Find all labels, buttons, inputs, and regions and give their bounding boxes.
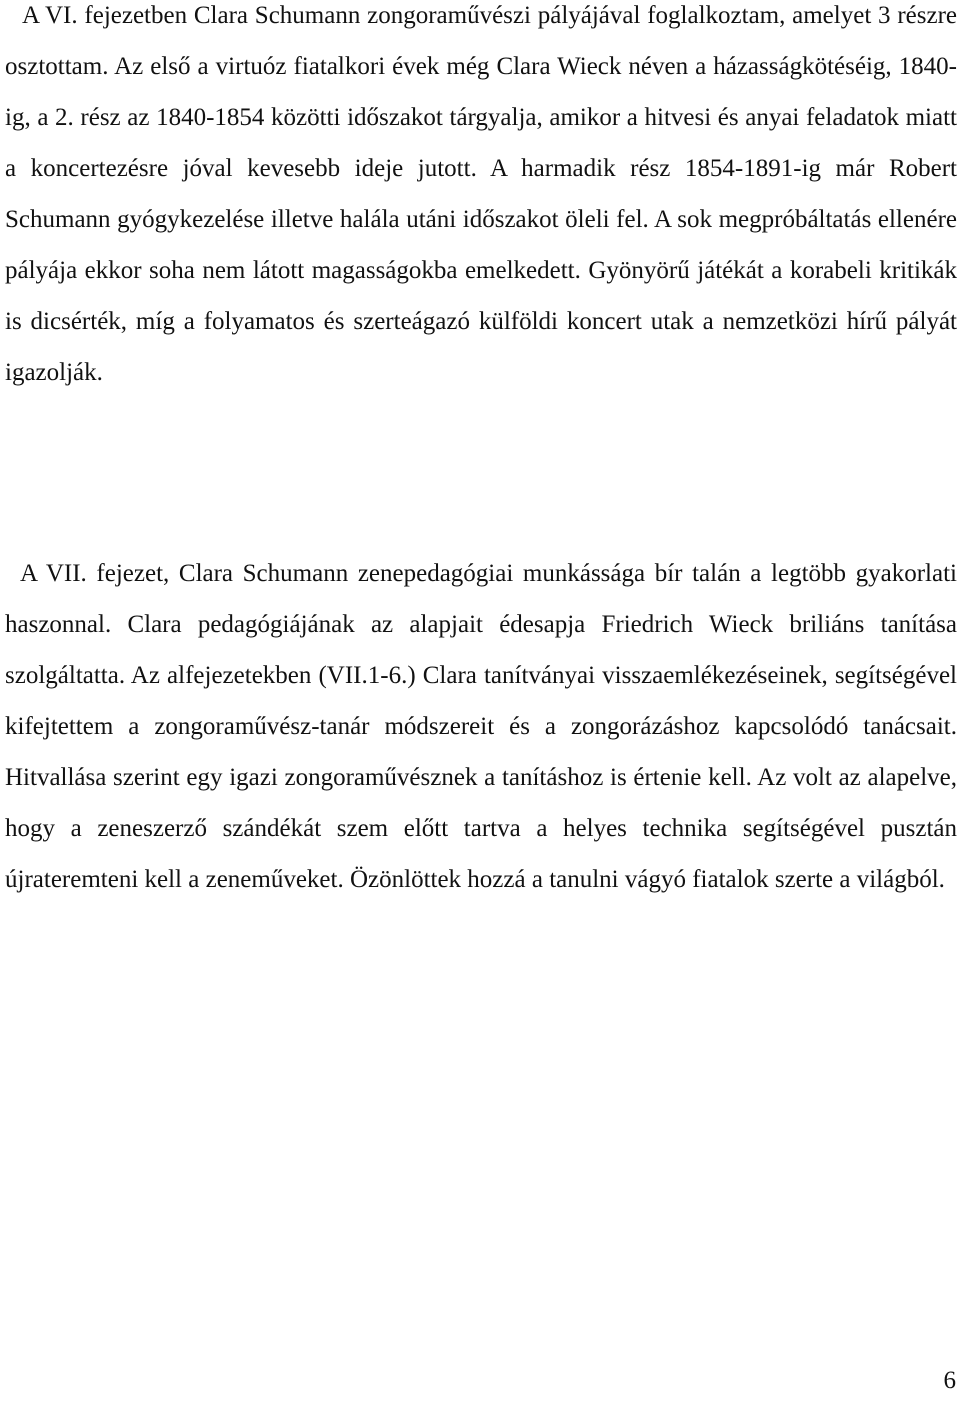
paragraph-chapter-vii-summary: A VII. fejezet, Clara Schumann zenepedagógiai munkássága bír talán a legtöbb gyakorlati haszonnal. Clara pedagógiájának az alapjait édesapja Friedrich Wieck briliáns tanítása szolgáltatta. Az alfejezetekben (VII.1-6.) Clara tanítványai visszaemlékezéseinek, segítségével kifejtettem a zongoraművész-tanár módszereit és a zongorázáshoz kapcsolódó tanácsait. Hitvallása szerint egy igazi zongoraművésznek a tanításhoz is értenie kell. Az volt az alapelve, hogy a zeneszerző szándékát szem előtt tartva a helyes technika segítségével pusztán újrateremteni kell a zeneműveket. Özönlöttek hozzá a tanulni vágyó fiatalok szerte a világból.: [5, 560, 957, 893]
paragraph-chapter-vi-summary: A VI. fejezetben Clara Schumann zongoraművészi pályájával foglalkoztam, amelyet 3 részre osztottam. Az első a virtuóz fiatalkori évek még Clara Wieck néven a házasságkötéséig, 1840-ig, a 2. rész az 1840-1854 közötti időszakot tárgyalja, amikor a hitvesi és anyai feladatok miatt a koncertezésre jóval kevesebb ideje jutott. A harmadik rész 1854-1891-ig már Robert Schumann gyógykezelése illetve halála utáni időszakot öleli fel. A sok megpróbáltatás ellenére pályája ekkor soha nem látott magasságokba emelkedett. Gyönyörű játékát a korabeli kritikák is dicsérték, míg a folyamatos és szerteágazó külföldi koncert utak a nemzetközi hírű pályát igazolják.: [5, 2, 957, 386]
page-number: 6: [943, 1367, 956, 1394]
